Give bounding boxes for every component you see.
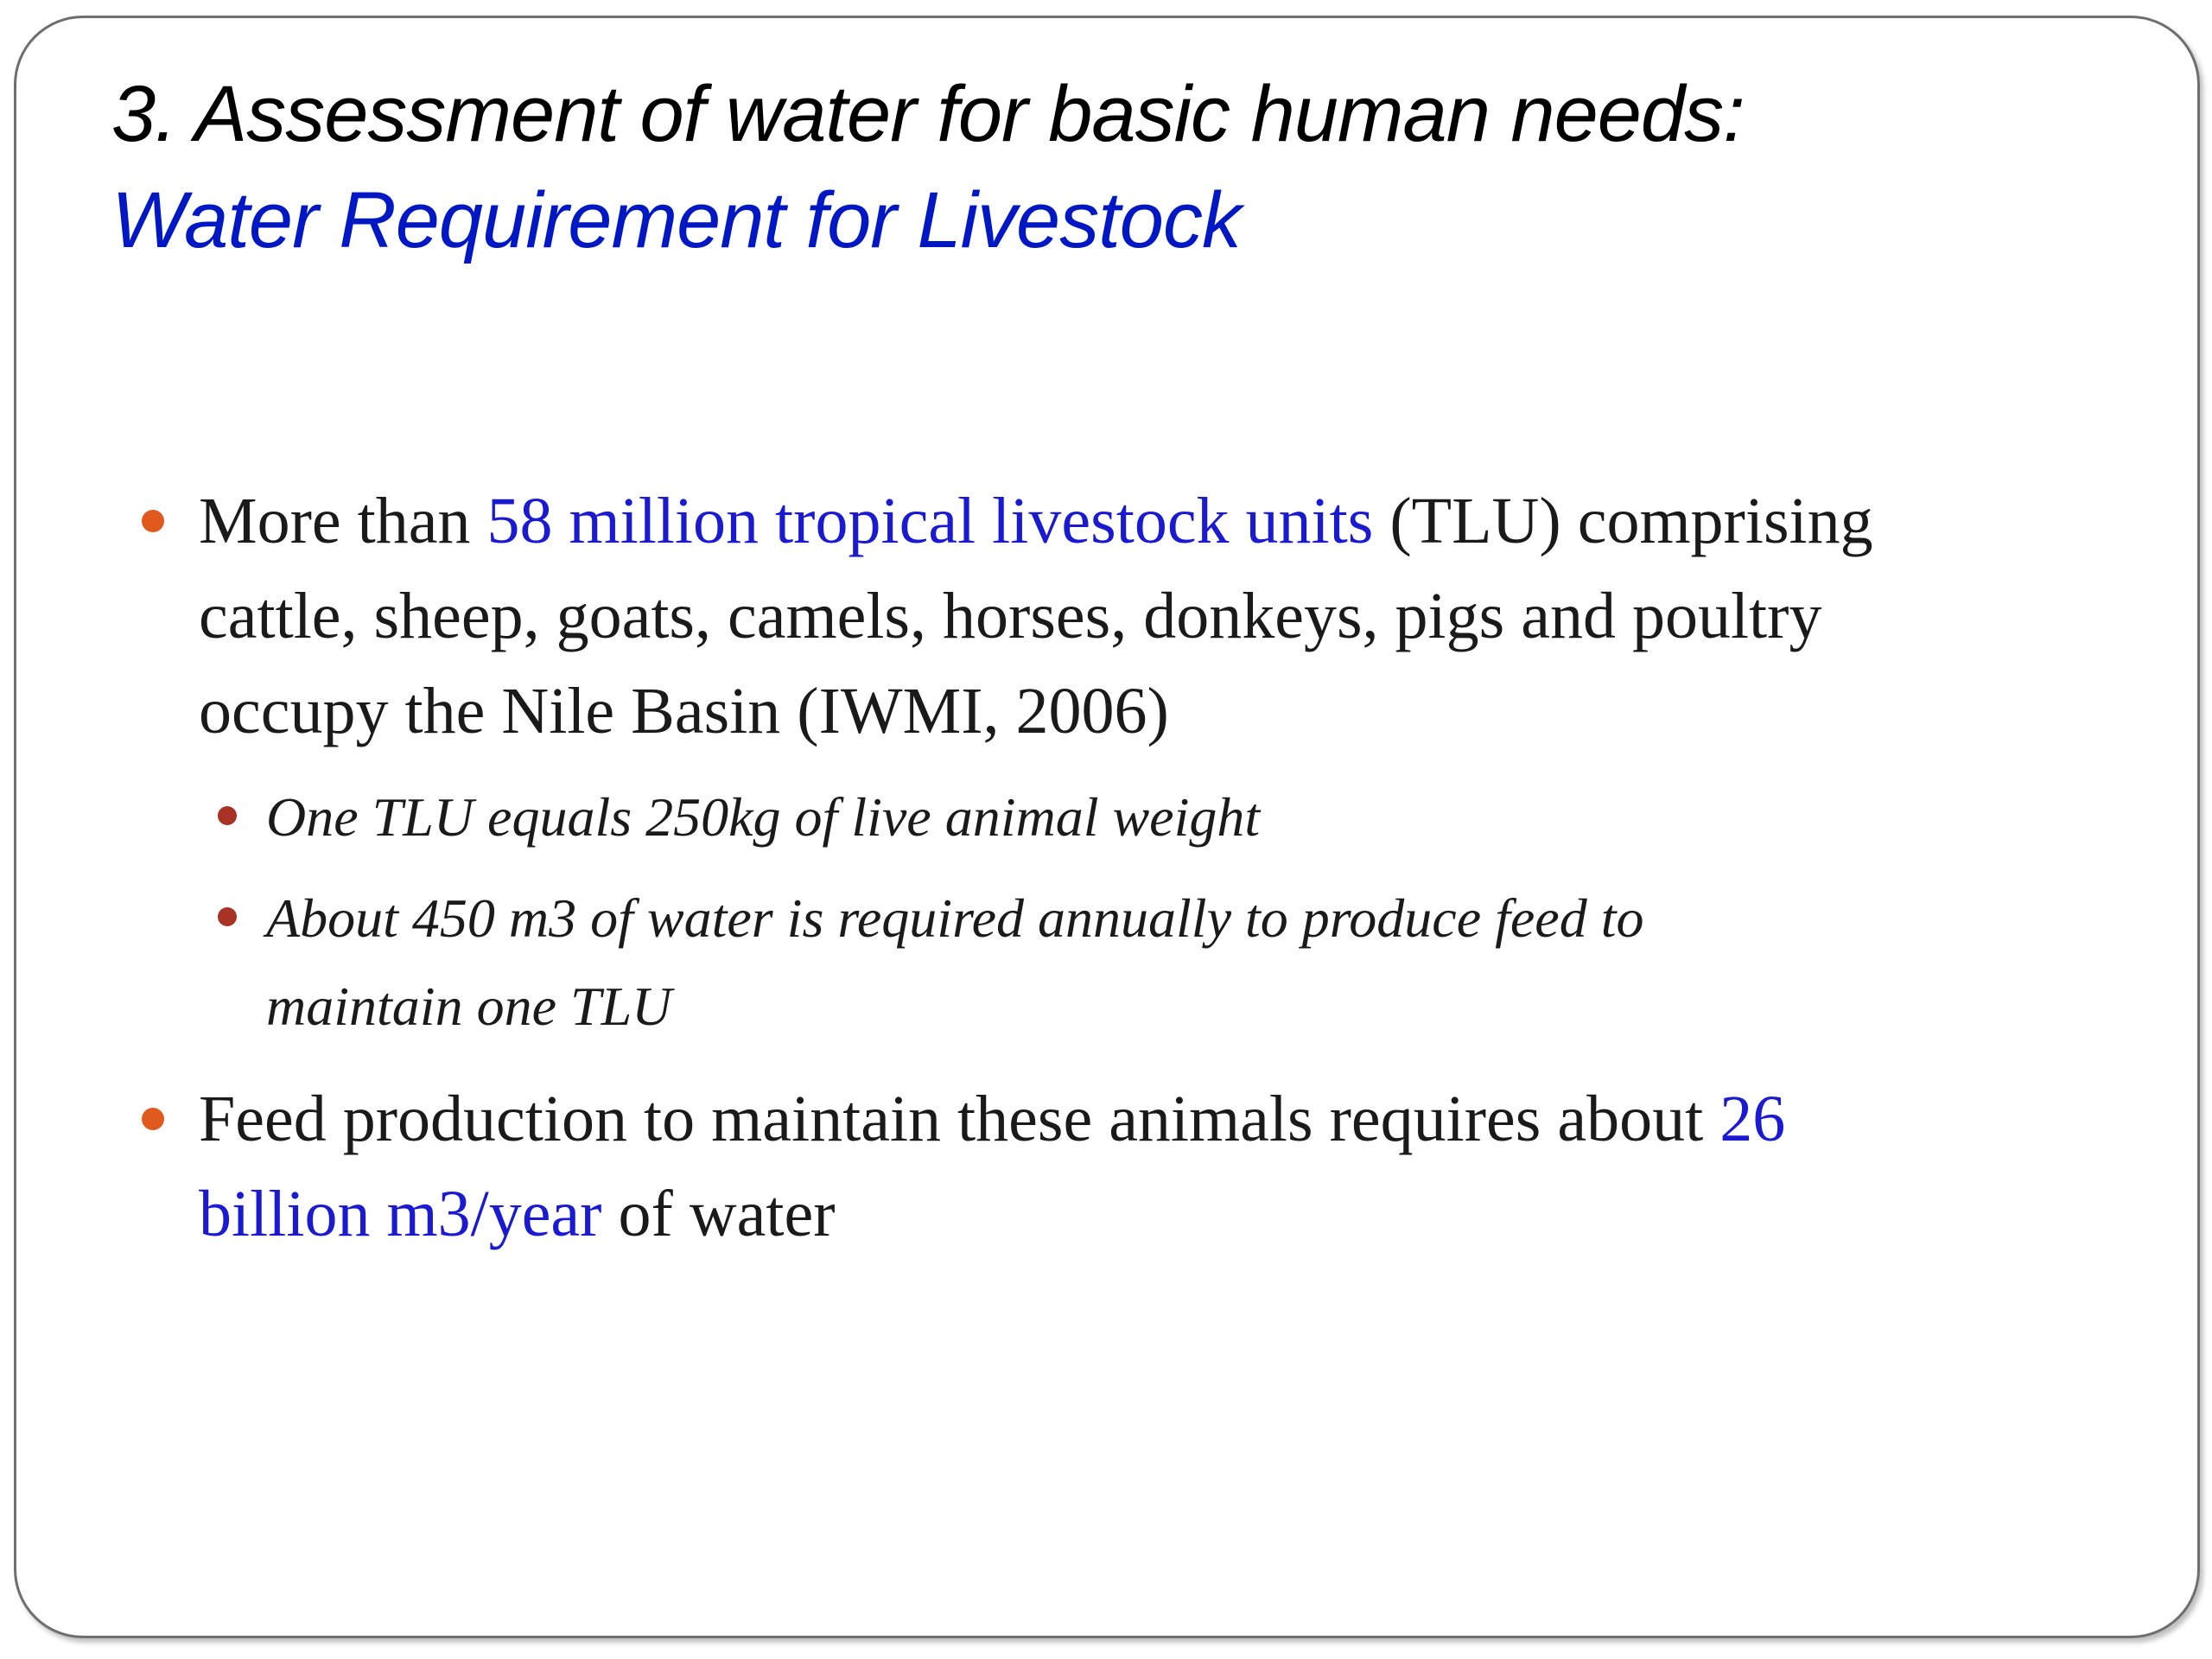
sub-bullet-item: [266, 874, 1821, 1051]
bullet-dot-icon: [142, 1108, 164, 1130]
bullet-text: of water: [601, 1178, 836, 1250]
sub-bullet-dot-icon: [218, 806, 237, 825]
bullet-text: (TLU) comprising cattle, sheep, goats, camels, horses, donkeys, pigs and poultry occupy the Nile Basin (IWMI, 2006): [199, 485, 1873, 747]
title-line-2: Water Requirement for Livestock: [111, 176, 1241, 264]
bullet-highlight: 58 million tropical livestock units: [486, 485, 1374, 557]
slide-title: [111, 61, 1745, 274]
bullet-highlight: 26 billion m3/year: [199, 1083, 1786, 1250]
bullet-dot-icon: [142, 510, 164, 532]
sub-bullet-text: About 450 m3 of water is required annually to produce feed to maintain one TLU: [266, 887, 1644, 1037]
sub-bullet-dot-icon: [218, 907, 237, 926]
bullet-item: [199, 474, 1927, 759]
title-line-1: 3. Assessment of water for basic human needs:: [111, 70, 1745, 158]
bullet-item: [199, 1071, 1884, 1262]
sub-bullet-item: [266, 773, 1821, 861]
bullet-text: More than: [199, 485, 487, 557]
sub-bullet-text: One TLU equals 250kg of live animal weight: [266, 786, 1261, 848]
bullet-text: Feed production to maintain these animals requires about: [199, 1083, 1720, 1155]
